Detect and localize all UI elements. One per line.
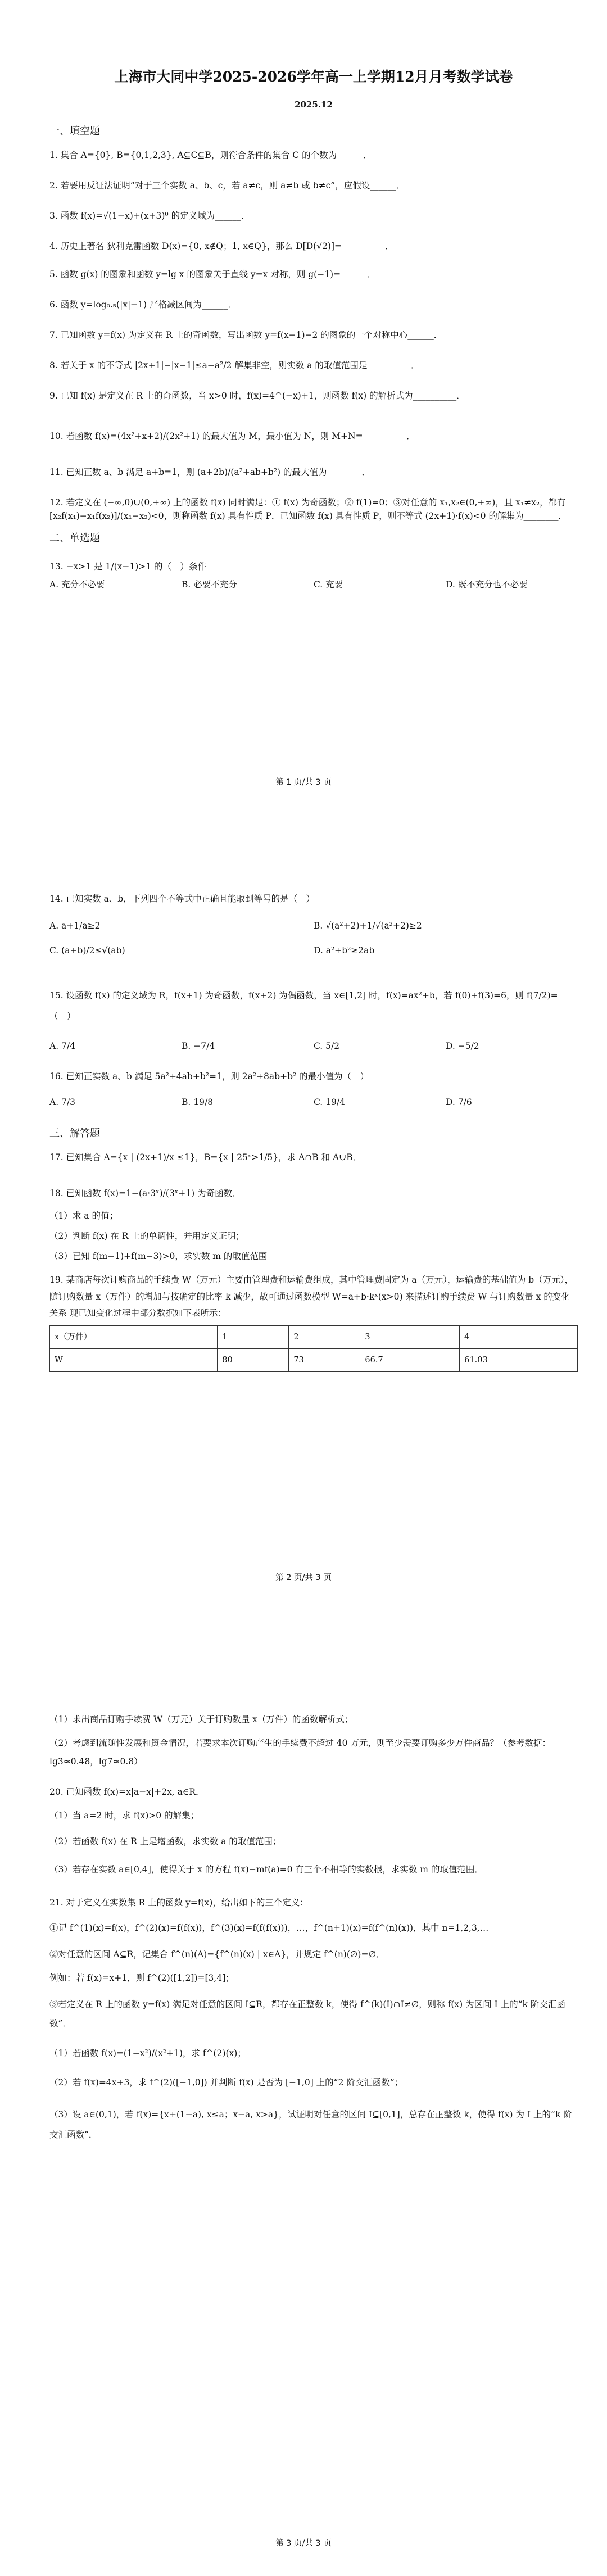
question-6: 6. 函数 y=log₀.₅(|x|−1) 严格减区间为______．: [49, 299, 237, 310]
question-13-stem: 13. −x>1 是 1/(x−1)>1 的（ ）条件: [49, 561, 207, 572]
question-13: [49, 560, 578, 591]
section-solve: 三、解答题: [49, 1128, 100, 1140]
page-2: [0, 818, 607, 1678]
table-cell: 1: [218, 1325, 289, 1348]
page-3-content: [49, 1706, 578, 2162]
question-21-part-2: （2）若 f(x)=4x+3，求 f^(2)([−1,0]) 并判断 f(x) 是否为 [−1,0] 上的“2 阶交汇函数”；: [49, 2077, 404, 2088]
footer-page-2: 第 2 页/共 3 页: [275, 1573, 332, 1582]
question-2: 2. 若要用反证法证明“对于三个实数 a、b、c，若 a≠c，则 a≠b 或 b≠c”，应假设______．: [49, 180, 405, 191]
question-21-example: 例如：若 f(x)=x+1，则 f^(2)([1,2])=[3,4]；: [49, 1972, 234, 1983]
page-1-content: [49, 66, 578, 591]
section-choice: 二、单选题: [49, 532, 100, 545]
question-18: [49, 1187, 578, 1263]
table-cell: 66.7: [360, 1348, 460, 1371]
question-1: 1. 集合 A={0}, B={0,1,2,3}, A⊆C⊆B，则符合条件的集合 C 的个数为______．: [49, 150, 372, 160]
question-20: [49, 1785, 578, 1879]
question-14-stem: 14. 已知实数 a、b，下列四个不等式中正确且能取到等号的是（ ）: [49, 894, 315, 904]
question-17: 17. 已知集合 A={x | (2x+1)/x ≤1}，B={x | 25ˣ>1/5}，求 A∩B 和 A̅∪B̅．: [49, 1152, 362, 1163]
page-1: [0, 0, 607, 818]
table-cell: 4: [460, 1325, 578, 1348]
option-a[interactable]: A. 7/4: [49, 1041, 75, 1052]
question-13-options: [49, 578, 578, 591]
question-19-part-1: （1）求出商品订购手续费 W（万元）关于订购数量 x（万件）的函数解析式；: [49, 1714, 354, 1724]
question-20-part-3: （3）若存在实数 a∈[0,4]，使得关于 x 的方程 f(x)−mf(a)=0 有三个不相等的实数根，求实数 m 的取值范围．: [49, 1864, 483, 1875]
question-21-def-1: ①记 f^(1)(x)=f(x)，f^(2)(x)=f(f(x))，f^(3)(x)=f(f(f(x)))，…，f^(n+1)(x)=f(f^(n)(x))，其中 n=1,2,3,…: [49, 1922, 489, 1933]
table-row: [50, 1348, 578, 1371]
question-18-part-1: （1）求 a 的值；: [49, 1211, 118, 1221]
footer-page-1: 第 1 页/共 3 页: [275, 778, 332, 787]
question-19: [49, 1272, 578, 1371]
question-7: 7. 已知函数 y=f(x) 为定义在 R 上的奇函数，写出函数 y=f(x−1)−2 的图象的一个对称中心______．: [49, 329, 443, 340]
option-a[interactable]: A. 7/3: [49, 1097, 75, 1108]
option-c[interactable]: C. 19/4: [314, 1097, 345, 1108]
page-3: [0, 1678, 607, 2576]
option-d[interactable]: D. 7/6: [446, 1097, 472, 1108]
option-d[interactable]: D. −5/2: [446, 1041, 479, 1052]
section-fill: 一、填空题: [49, 125, 100, 137]
option-a[interactable]: A. a+1/a≥2: [49, 921, 101, 931]
question-21-stem: 21. 对于定义在实数集 R 上的函数 y=f(x)，给出如下的三个定义：: [49, 1897, 309, 1908]
option-a[interactable]: A. 充分不必要: [49, 580, 105, 590]
table-cell: 73: [289, 1348, 360, 1371]
footer-page-3: 第 3 页/共 3 页: [275, 2539, 332, 2548]
table-cell: 2: [289, 1325, 360, 1348]
question-21-def-3: ③若定义在 R 上的函数 y=f(x) 满足对任意的区间 I⊆R，都存在正整数 k，使得 f^(k)(I)∩I≠∅，则称 f(x) 为区间 I 上的“k 阶交汇函数”．: [49, 1999, 565, 2029]
page-2-content: [49, 892, 578, 1389]
question-8: 8. 若关于 x 的不等式 |2x+1|−|x−1|≤a−a²/2 解集非空，则实数 a 的取值范围是__________．: [49, 360, 420, 370]
option-b[interactable]: B. √(a²+2)+1/√(a²+2)≥2: [314, 921, 422, 931]
table-cell: x（万件）: [50, 1325, 218, 1348]
question-18-part-3: （3）已知 f(m−1)+f(m−3)>0，求实数 m 的取值范围: [49, 1251, 268, 1262]
question-14: [49, 892, 578, 968]
question-9: 9. 已知 f(x) 是定义在 R 上的奇函数，当 x>0 时，f(x)=4^(−x)+1，则函数 f(x) 的解析式为__________．: [49, 391, 465, 401]
question-11: 11. 已知正数 a、b 满足 a+b=1，则 (a+2b)/(a²+ab+b²) 的最大值为________．: [49, 467, 371, 478]
option-d[interactable]: D. 既不充分也不必要: [446, 580, 528, 590]
data-table: [49, 1325, 578, 1372]
question-21-part-3: （3）设 a∈(0,1)，若 f(x)={x+(1−a), x≤a；x−a, x>a}，试证明对任意的区间 I⊆[0,1]，总存在正整数 k，使得 f(x) 为 I 上的“k 阶交汇函数”．: [49, 2109, 572, 2140]
question-18-stem: 18. 已知函数 f(x)=1−(a·3ˣ)/(3ˣ+1) 为奇函数．: [49, 1188, 241, 1199]
question-16-stem: 16. 已知正实数 a、b 满足 5a²+4ab+b²=1，则 2a²+8ab+b² 的最小值为（ ）: [49, 1071, 369, 1082]
question-16: [49, 1070, 578, 1109]
question-16-options: [49, 1095, 578, 1109]
question-18-part-2: （2）判断 f(x) 在 R 上的单调性，并用定义证明；: [49, 1231, 244, 1242]
question-3: 3. 函数 f(x)=√(1−x)+(x+3)⁰ 的定义域为______．: [49, 210, 250, 221]
table-cell: 61.03: [460, 1348, 578, 1371]
option-b[interactable]: B. 必要不充分: [182, 580, 237, 590]
question-21: [49, 1896, 578, 2145]
question-15-stem: 15. 设函数 f(x) 的定义域为 R，f(x+1) 为奇函数，f(x+2) 为偶函数，当 x∈[1,2] 时，f(x)=ax²+b，若 f(0)+f(3)=6，则 f(7/2)=（ ）: [49, 990, 558, 1022]
question-21-part-1: （1）若函数 f(x)=(1−x²)/(x²+1)，求 f^(2)(x)；: [49, 2048, 246, 2059]
option-b[interactable]: B. −7/4: [182, 1041, 215, 1052]
question-21-def-2: ②对任意的区间 A⊆R，记集合 f^(n)(A)={f^(n)(x) | x∈A}，并规定 f^(n)(∅)=∅．: [49, 1949, 385, 1959]
option-c[interactable]: C. 充要: [314, 580, 343, 590]
exam-title: 上海市大同中学2025-2026学年高一上学期12月月考数学试卷: [114, 69, 513, 85]
question-19-part-2: （2）考虑到流随性发展和资金情况，若要求本次订购产生的手续费不超过 40 万元，则至少需要订购多少万件商品？（参考数据：lg3≈0.48，lg7≈0.8）: [49, 1738, 551, 1767]
question-10: 10. 若函数 f(x)=(4x²+x+2)/(2x²+1) 的最大值为 M，最小值为 N，则 M+N=__________．: [49, 431, 415, 442]
question-19-stem: 19. 某商店每次订购商品的手续费 W（万元）主要由管理费和运输费组成，其中管理费固定为 a（万元），运输费的基础值为 b（万元），随订购数量 x（万件）的增加与按确定的比率 k 减少，故可通过函数模型 W=a+b·kˣ(x>0) 来描述订购手续费 W 与订购数量 x 的变化关系 现已知变化过程中部分数据如下表所示：: [49, 1275, 573, 1319]
table-cell: 3: [360, 1325, 460, 1348]
question-5: 5. 函数 g(x) 的图象和函数 y=lg x 的图象关于直线 y=x 对称，则 g(−1)=______．: [49, 269, 376, 279]
table-cell: W: [50, 1348, 218, 1371]
option-c[interactable]: C. (a+b)/2≤√(ab): [49, 945, 125, 956]
option-b[interactable]: B. 19/8: [182, 1097, 214, 1108]
question-20-part-1: （1）当 a=2 时，求 f(x)>0 的解集；: [49, 1810, 200, 1821]
table-header-row: [50, 1325, 578, 1348]
question-14-options: [49, 919, 578, 968]
option-c[interactable]: C. 5/2: [314, 1041, 340, 1052]
question-20-stem: 20. 已知函数 f(x)=x|a−x|+2x, a∈R．: [49, 1787, 205, 1798]
option-d[interactable]: D. a²+b²≥2ab: [314, 945, 375, 956]
question-12: 12. 若定义在 (−∞,0)∪(0,+∞) 上的函数 f(x) 同时满足：① f(x) 为奇函数；② f(1)=0；③对任意的 x₁,x₂∈(0,+∞)，且 x₁≠x₂，都有 [x₂f(x₁)−x₁f(x₂)]/(x₁−x₂)<0，则称函数 f(x) 具有性质 P．已知函数 f(x) 具有性质 P，则不等式 (2x+1)·f(x)<0 的解集为________．: [49, 497, 567, 522]
question-15: [49, 985, 578, 1053]
question-20-part-2: （2）若函数 f(x) 在 R 上是增函数，求实数 a 的取值范围；: [49, 1836, 282, 1847]
table-cell: 80: [218, 1348, 289, 1371]
question-4: 4. 历史上著名 狄利克雷函数 D(x)={0, x∉Q；1, x∈Q}，那么 D[D(√2)]=__________．: [49, 241, 395, 251]
question-15-options: [49, 1039, 578, 1053]
exam-date: 2025.12: [295, 99, 333, 110]
